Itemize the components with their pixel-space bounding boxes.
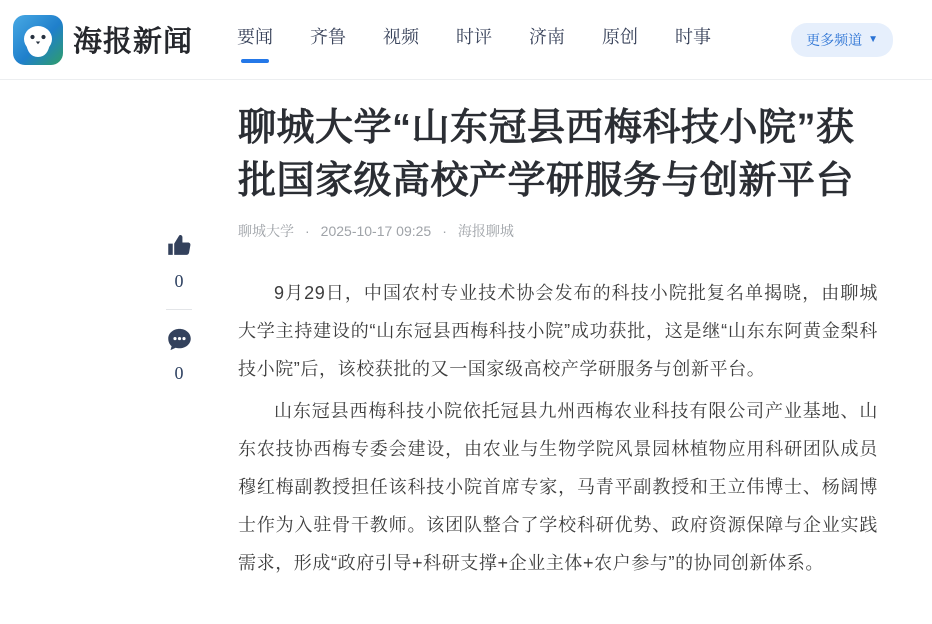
nav-tab-shishi[interactable] <box>675 0 711 80</box>
nav-tab-label: 济南 <box>529 26 565 47</box>
nav-tab-label: 原创 <box>602 26 638 47</box>
like-count: 0 <box>174 271 184 291</box>
nav-tab-yuanchuang[interactable] <box>602 0 638 80</box>
page-title: 聊城大学“山东冠县西梅科技小院”获批国家级高校产学研服务与创新平台 <box>238 107 855 202</box>
nav-tab-label: 视频 <box>383 26 419 47</box>
main-nav <box>237 0 711 80</box>
article <box>238 102 878 582</box>
nav-tab-label: 时评 <box>456 26 492 47</box>
active-tab-underline <box>241 59 269 63</box>
seal-mascot-logo-icon <box>13 15 63 65</box>
article-paragraph: 山东冠县西梅科技小院依托冠县九州西梅农业科技有限公司产业基地、山东农技协西梅专委会建设，由农业与生物学院风景园林植物应用科研团队成员穆红梅副教授担任该科技小院首席专家，马青平副教授和王立伟博士、杨阔博士作为入驻骨干教师。该团队整合了学校科研优势、政府资源保障与企业实践需求，形成“政府引导+科研支撑+企业主体+农户参与”的协同创新体系。 <box>238 401 878 573</box>
nav-tab-label: 要闻 <box>237 26 273 47</box>
like-button[interactable] <box>166 232 193 259</box>
more-channels-button[interactable] <box>791 23 893 57</box>
article-channel: 海报聊城 <box>457 223 514 239</box>
comment-bubble-icon <box>166 326 193 353</box>
chevron-down-icon: ▼ <box>868 33 878 45</box>
meta-separator: · <box>305 223 310 239</box>
nav-tab-qilu[interactable] <box>310 0 346 80</box>
rail-divider <box>166 309 192 310</box>
nav-tab-video[interactable] <box>383 0 419 80</box>
nav-tab-shiping[interactable] <box>456 0 492 80</box>
thumbs-up-icon <box>166 232 193 259</box>
nav-tab-label: 齐鲁 <box>310 26 346 47</box>
article-page <box>0 102 932 624</box>
more-channels-label: 更多频道 <box>806 31 863 48</box>
action-rail <box>159 232 199 384</box>
nav-tab-label: 时事 <box>675 26 711 47</box>
site-header <box>0 0 932 80</box>
article-paragraph: 9月29日，中国农村专业技术协会发布的科技小院批复名单揭晓，由聊城大学主持建设的“山东冠县西梅科技小院”成功获批，这是继“山东东阿黄金梨科技小院”后，该校获批的又一国家级高校产学研服务与创新平台。 <box>238 283 878 379</box>
article-source: 聊城大学 <box>238 223 294 239</box>
article-body <box>238 274 878 582</box>
article-datetime: 2025-10-17 09:25 <box>320 223 432 239</box>
comment-count: 0 <box>174 363 184 383</box>
comment-button[interactable] <box>166 326 193 353</box>
meta-separator: · <box>442 223 447 239</box>
article-meta <box>238 221 878 241</box>
brand-logotype: 海报新闻 <box>73 26 194 58</box>
nav-tab-jinan[interactable] <box>529 0 565 80</box>
nav-tab-yaowen[interactable] <box>237 0 273 80</box>
site-logo[interactable] <box>13 15 237 65</box>
